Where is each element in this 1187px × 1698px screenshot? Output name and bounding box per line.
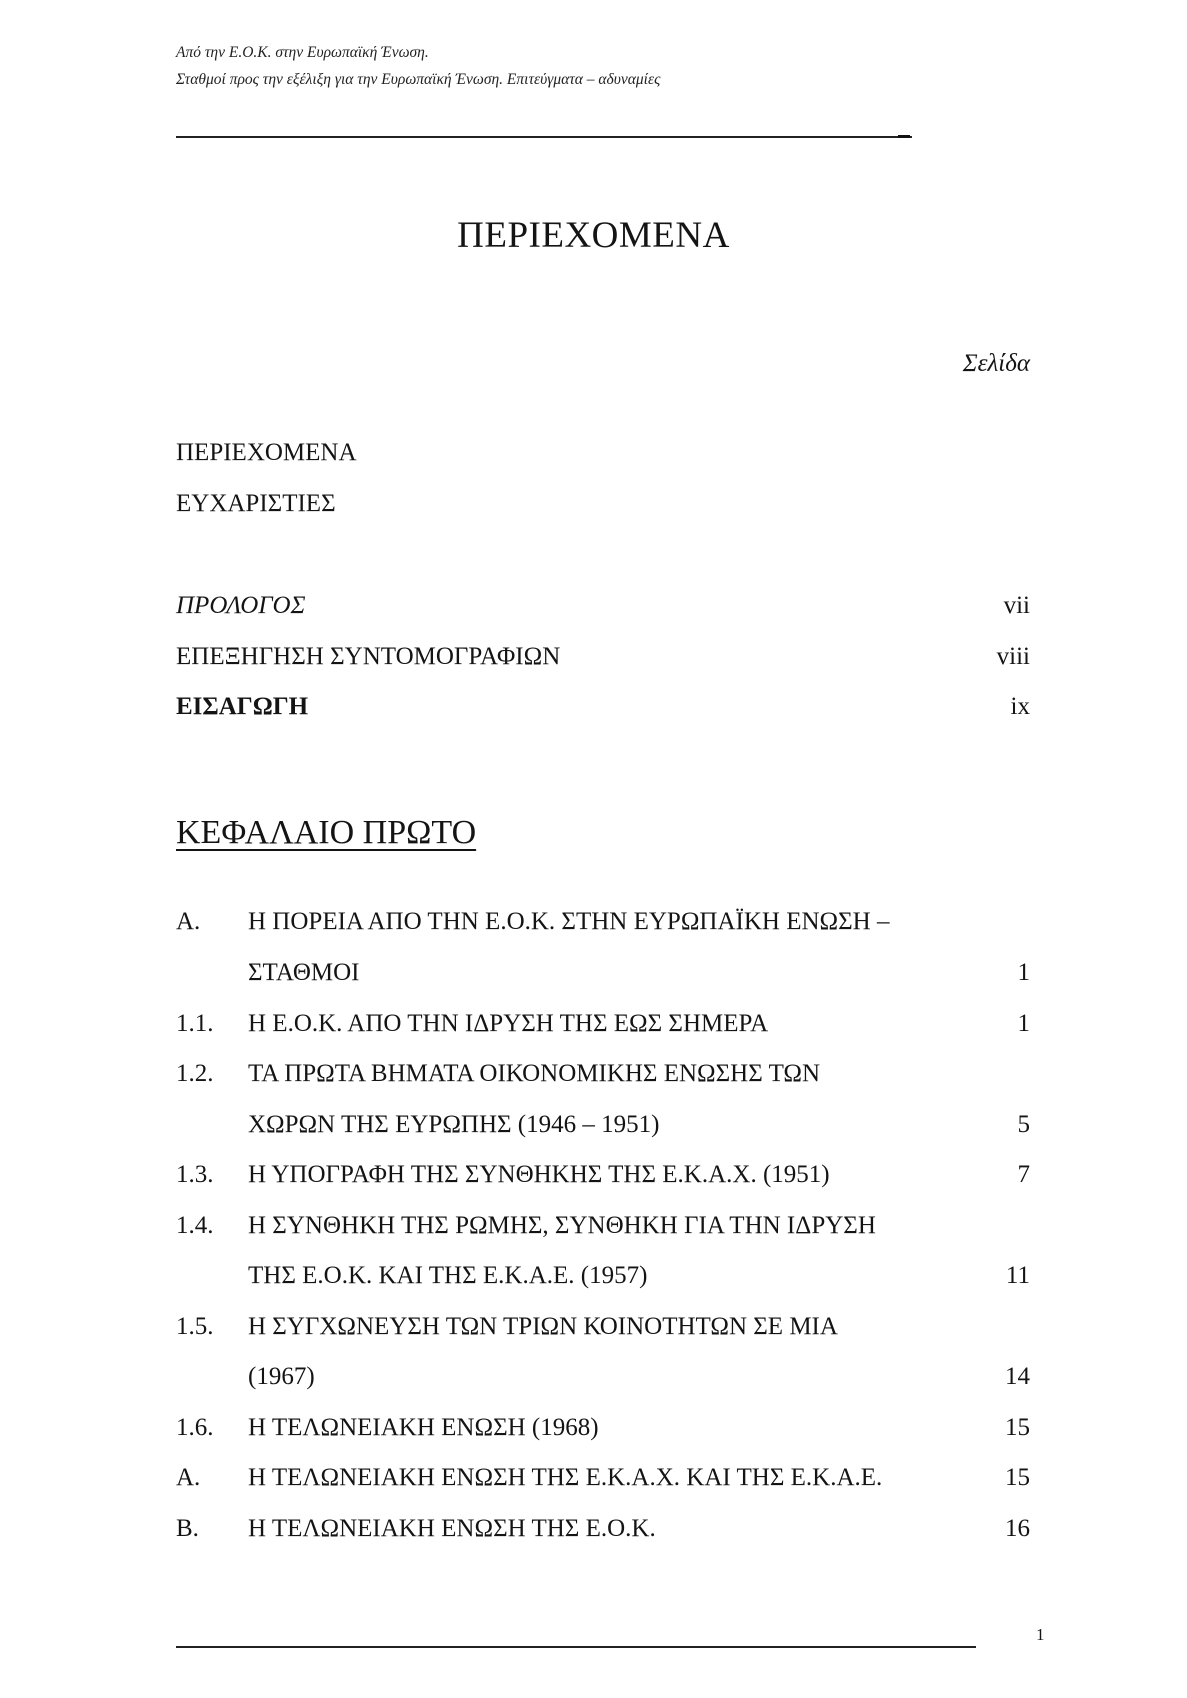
footer-page-number: 1 (1036, 1625, 1045, 1644)
front-matter-acknowledgements: ΕΥΧΑΡΙΣΤΙΕΣ (176, 490, 336, 517)
toc-entry-page: 14 (1005, 1363, 1030, 1390)
toc-entry-title: Η ΤΕΛΩΝΕΙΑΚΗ ΕΝΩΣΗ ΤΗΣ Ε.Κ.Α.Χ. ΚΑΙ ΤΗΣ Ε.Κ.Α.Ε. (248, 1464, 883, 1491)
toc-entry-page: 11 (1005, 1262, 1030, 1289)
toc-entry-title: Η ΤΕΛΩΝΕΙΑΚΗ ΕΝΩΣΗ ΤΗΣ Ε.Ο.Κ. (248, 1515, 656, 1542)
toc-entry-page: 15 (1005, 1464, 1030, 1491)
toc-entry-page: 1 (1017, 1010, 1030, 1037)
front-matter-abbreviations: ΕΠΕΞΗΓΗΣΗ ΣΥΝΤΟΜΟΓΡΑΦΙΩΝ (176, 643, 561, 670)
toc-entry-number: 1.3. (176, 1161, 214, 1188)
page-title: ΠΕΡΙΕΧΟΜΕΝΑ (457, 215, 730, 256)
front-matter-preface: ΠΡΟΛΟΓΟΣ (176, 592, 306, 619)
toc-entry-number: 1.2. (176, 1060, 214, 1087)
running-header-line-1: Από την Ε.Ο.Κ. στην Ευρωπαϊκή Ένωση. (176, 44, 429, 61)
toc-entry-number: Β. (176, 1515, 199, 1542)
toc-entry-number: 1.1. (176, 1010, 214, 1037)
front-matter-contents: ΠΕΡΙΕΧΟΜΕΝΑ (176, 439, 357, 466)
toc-entry-title-continued: (1967) (248, 1363, 315, 1390)
toc-entry-title-continued: ΧΩΡΩΝ ΤΗΣ ΕΥΡΩΠΗΣ (1946 – 1951) (248, 1111, 660, 1138)
toc-entry-number: 1.4. (176, 1212, 214, 1239)
toc-entry-title: ΤΑ ΠΡΩΤΑ ΒΗΜΑΤΑ ΟΙΚΟΝΟΜΙΚΗΣ ΕΝΩΣΗΣ ΤΩΝ (248, 1060, 821, 1087)
front-matter-preface-page: vii (1003, 592, 1030, 619)
toc-entry-page: 5 (1017, 1111, 1030, 1138)
toc-entry-title: Η ΥΠΟΓΡΑΦΗ ΤΗΣ ΣΥΝΘΗΚΗΣ ΤΗΣ Ε.Κ.Α.Χ. (1951) (248, 1161, 830, 1188)
toc-entry-page: 15 (1005, 1414, 1030, 1441)
toc-entry-number: Α. (176, 908, 201, 935)
front-matter-introduction-page: ix (1010, 693, 1030, 720)
toc-entry-number: Α. (176, 1464, 201, 1491)
header-rule (176, 136, 912, 138)
toc-entry-title: Η ΣΥΓΧΩΝΕΥΣΗ ΤΩΝ ΤΡΙΩΝ ΚΟΙΝΟΤΗΤΩΝ ΣΕ ΜΙΑ (248, 1313, 838, 1340)
toc-entry-title: Η Ε.Ο.Κ. ΑΠΟ ΤΗΝ ΙΔΡΥΣΗ ΤΗΣ ΕΩΣ ΣΗΜΕΡΑ (248, 1010, 769, 1037)
toc-entry-title-continued: ΣΤΑΘΜΟΙ (248, 959, 360, 986)
footer-rule (176, 1646, 976, 1648)
toc-entry-title-continued: ΤΗΣ Ε.Ο.Κ. ΚΑΙ ΤΗΣ Ε.Κ.Α.Ε. (1957) (248, 1262, 648, 1289)
chapter-title: ΚΕΦΑΛΑΙΟ ΠΡΩΤΟ (176, 814, 477, 851)
header-rule-end-mark (898, 135, 910, 138)
toc-entry-page: 7 (1017, 1161, 1030, 1188)
toc-entry-page: 16 (1005, 1515, 1030, 1542)
toc-entry-title: Η ΠΟΡΕΙΑ ΑΠΟ ΤΗΝ Ε.Ο.Κ. ΣΤΗΝ ΕΥΡΩΠΑΪΚΗ ΕΝΩΣΗ – (248, 908, 890, 935)
toc-entry-page: 1 (1017, 959, 1030, 986)
front-matter-introduction: ΕΙΣΑΓΩΓΗ (176, 693, 309, 720)
toc-entry-title: Η ΣΥΝΘΗΚΗ ΤΗΣ ΡΩΜΗΣ, ΣΥΝΘΗΚΗ ΓΙΑ ΤΗΝ ΙΔΡΥΣΗ (248, 1212, 876, 1239)
toc-entry-title: Η ΤΕΛΩΝΕΙΑΚΗ ΕΝΩΣΗ (1968) (248, 1414, 599, 1441)
toc-entry-number: 1.6. (176, 1414, 214, 1441)
running-header-line-2: Σταθμοί προς την εξέλιξη για την Ευρωπαϊκή Ένωση. Επιτεύγματα – αδυναμίες (176, 71, 661, 88)
toc-entry-number: 1.5. (176, 1313, 214, 1340)
page-column-label: Σελίδα (962, 350, 1030, 377)
front-matter-abbreviations-page: viii (996, 643, 1030, 670)
